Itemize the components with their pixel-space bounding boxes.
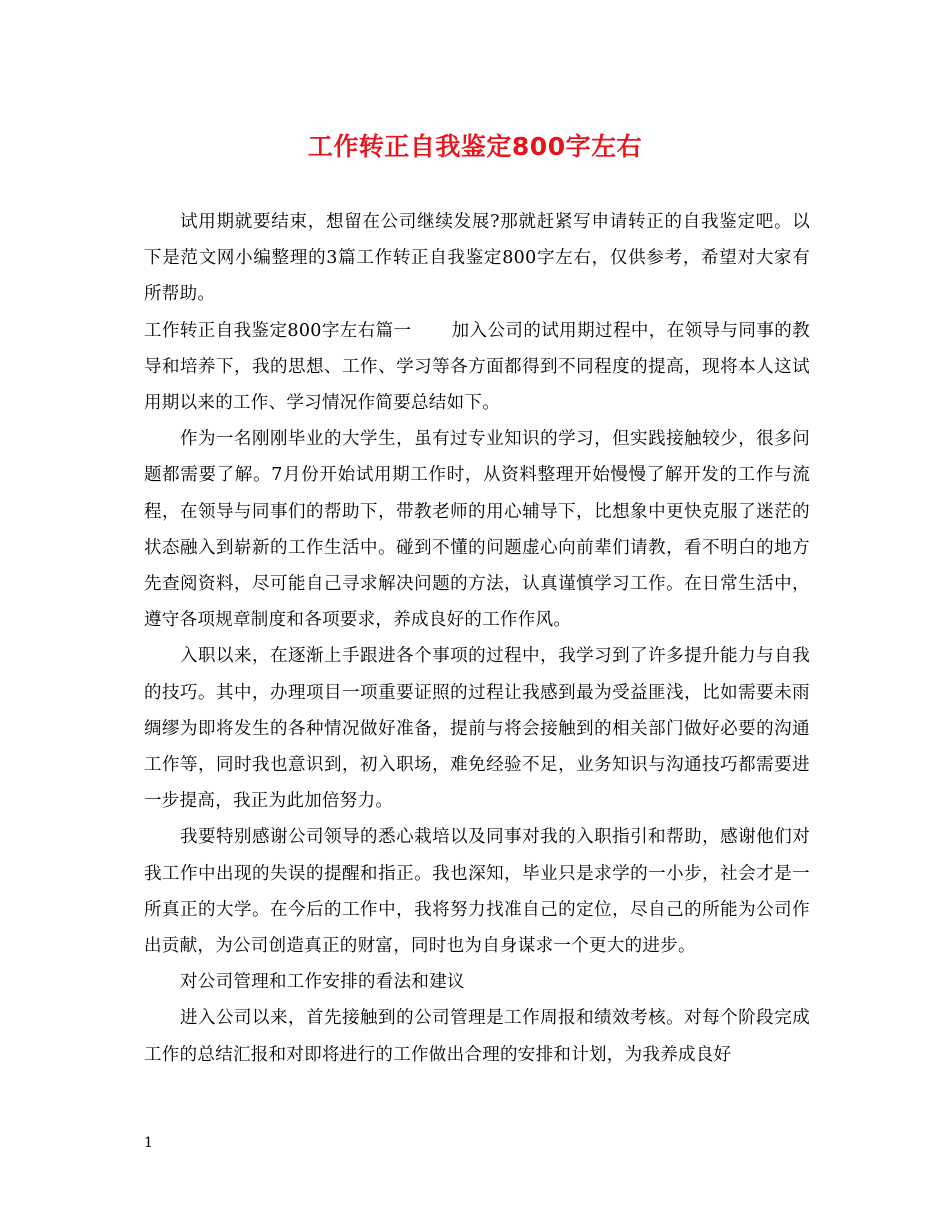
page-number: 1 — [144, 1135, 153, 1151]
paragraph-section-one — [144, 313, 810, 422]
section-heading: 工作转正自我鉴定800字左右篇一 — [144, 320, 412, 341]
document-title: 工作转正自我鉴定800字左右 — [307, 132, 643, 161]
section-intro: 加入公司的试用期过程中，在领导与同事的教导和培养下，我的思想、工作、学习等各方面都得到不同程度的提高，现将本人这试用期以来的工作、学习情况作简要总结如下。 — [144, 320, 811, 414]
paragraph-intro: 试用期就要结束，想留在公司继续发展?那就赶紧写申请转正的自我鉴定吧。以下是范文网小编整理的3篇工作转正自我鉴定800字左右，仅供参考，希望对大家有所帮助。 — [144, 212, 810, 305]
paragraph-body: 我要特别感谢公司领导的悉心栽培以及同事对我的入职指引和帮助，感谢他们对我工作中出现的失误的提醒和指正。我也深知，毕业只是求学的一小步，社会才是一所真正的大学。在今后的工作中，我将努力找准自己的定位，尽自己的所能为公司作出贡献，为公司创造真正的财富，同时也为自身谋求一个更大的进步。 — [144, 827, 810, 957]
document-body — [144, 204, 810, 1073]
paragraph-subheading: 对公司管理和工作安排的看法和建议 — [180, 972, 465, 993]
paragraph-body: 入职以来，在逐渐上手跟进各个事项的过程中，我学习到了许多提升能力与自我的技巧。其中，办理项目一项重要证照的过程让我感到最为受益匪浅，比如需要未雨绸缪为即将发生的各种情况做好准备，提前与将会接触到的相关部门做好必要的沟通工作等，同时我也意识到，初入职场，难免经验不足，业务知识与沟通技巧都需要进一步提高，我正为此加倍努力。 — [144, 646, 810, 812]
paragraph-body: 作为一名刚刚毕业的大学生，虽有过专业知识的学习，但实践接触较少，很多问题都需要了解。7月份开始试用期工作时，从资料整理开始慢慢了解开发的工作与流程，在领导与同事们的帮助下，带教老师的用心辅导下，比想象中更快克服了迷茫的状态融入到崭新的工作生活中。碰到不懂的问题虚心向前辈们请教，看不明白的地方先查阅资料，尽可能自己寻求解决问题的方法，认真谨慎学习工作。在日常生活中，遵守各项规章制度和各项要求，养成良好的工作作风。 — [144, 429, 810, 631]
paragraph-body: 进入公司以来，首先接触到的公司管理是工作周报和绩效考核。对每个阶段完成工作的总结汇报和对即将进行的工作做出合理的安排和计划，为我养成良好 — [144, 1008, 810, 1065]
